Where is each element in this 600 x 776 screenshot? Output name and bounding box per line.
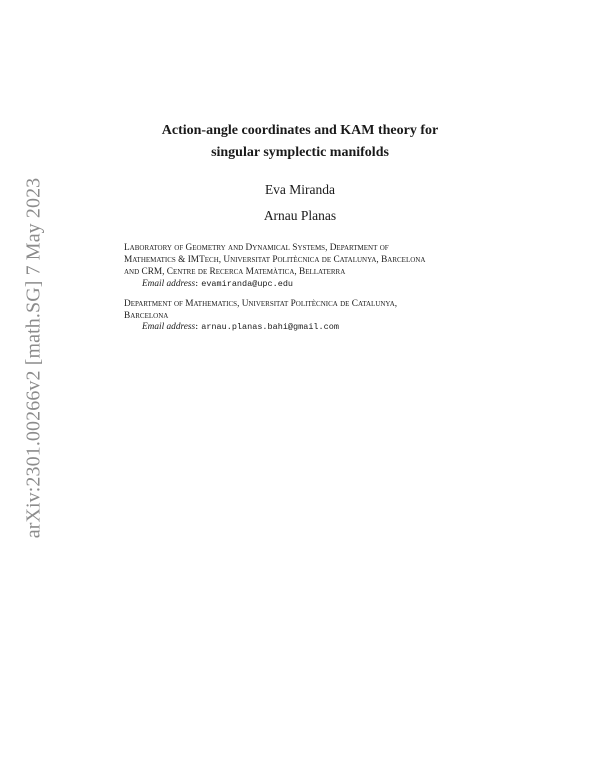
email-1: Email address: evamiranda@upc.edu — [142, 278, 294, 289]
affiliation-2-line-2: Barcelona — [124, 311, 169, 322]
email-2: Email address: arnau.planas.bahi@gmail.com — [142, 321, 339, 332]
affiliation-1 — [124, 242, 486, 279]
author-name-2: Arnau Planas — [263, 208, 337, 223]
arxiv-identifier: arXiv:2301.00266v2 [math.SG] 7 May 2023 — [22, 177, 45, 539]
paper-title-line-1: Action-angle coordinates and KAM theory for — [161, 123, 439, 138]
affiliation-1-line-2: Mathematics & IMTech, Universitat Politècnica de Catalunya, Barcelona — [124, 255, 426, 266]
email-2-address[interactable]: arnau.planas.bahi@gmail.com — [201, 322, 339, 332]
email-2-label: Email address — [142, 322, 196, 332]
paper-title — [100, 120, 500, 164]
email-1-label: Email address — [142, 279, 196, 289]
affiliation-2 — [124, 298, 486, 322]
paper-title-line-2: singular symplectic manifolds — [211, 145, 389, 160]
affiliation-2-line-1: Department of Mathematics, Universitat Politècnica de Catalunya, — [124, 299, 398, 309]
author-name-1: Eva Miranda — [264, 182, 336, 197]
email-1-address[interactable]: evamiranda@upc.edu — [201, 279, 294, 289]
affiliation-1-line-3: and CRM, Centre de Recerca Matemàtica, Bellaterra — [124, 267, 346, 278]
affiliation-1-line-1: Laboratory of Geometry and Dynamical Systems, Department of — [124, 243, 389, 253]
